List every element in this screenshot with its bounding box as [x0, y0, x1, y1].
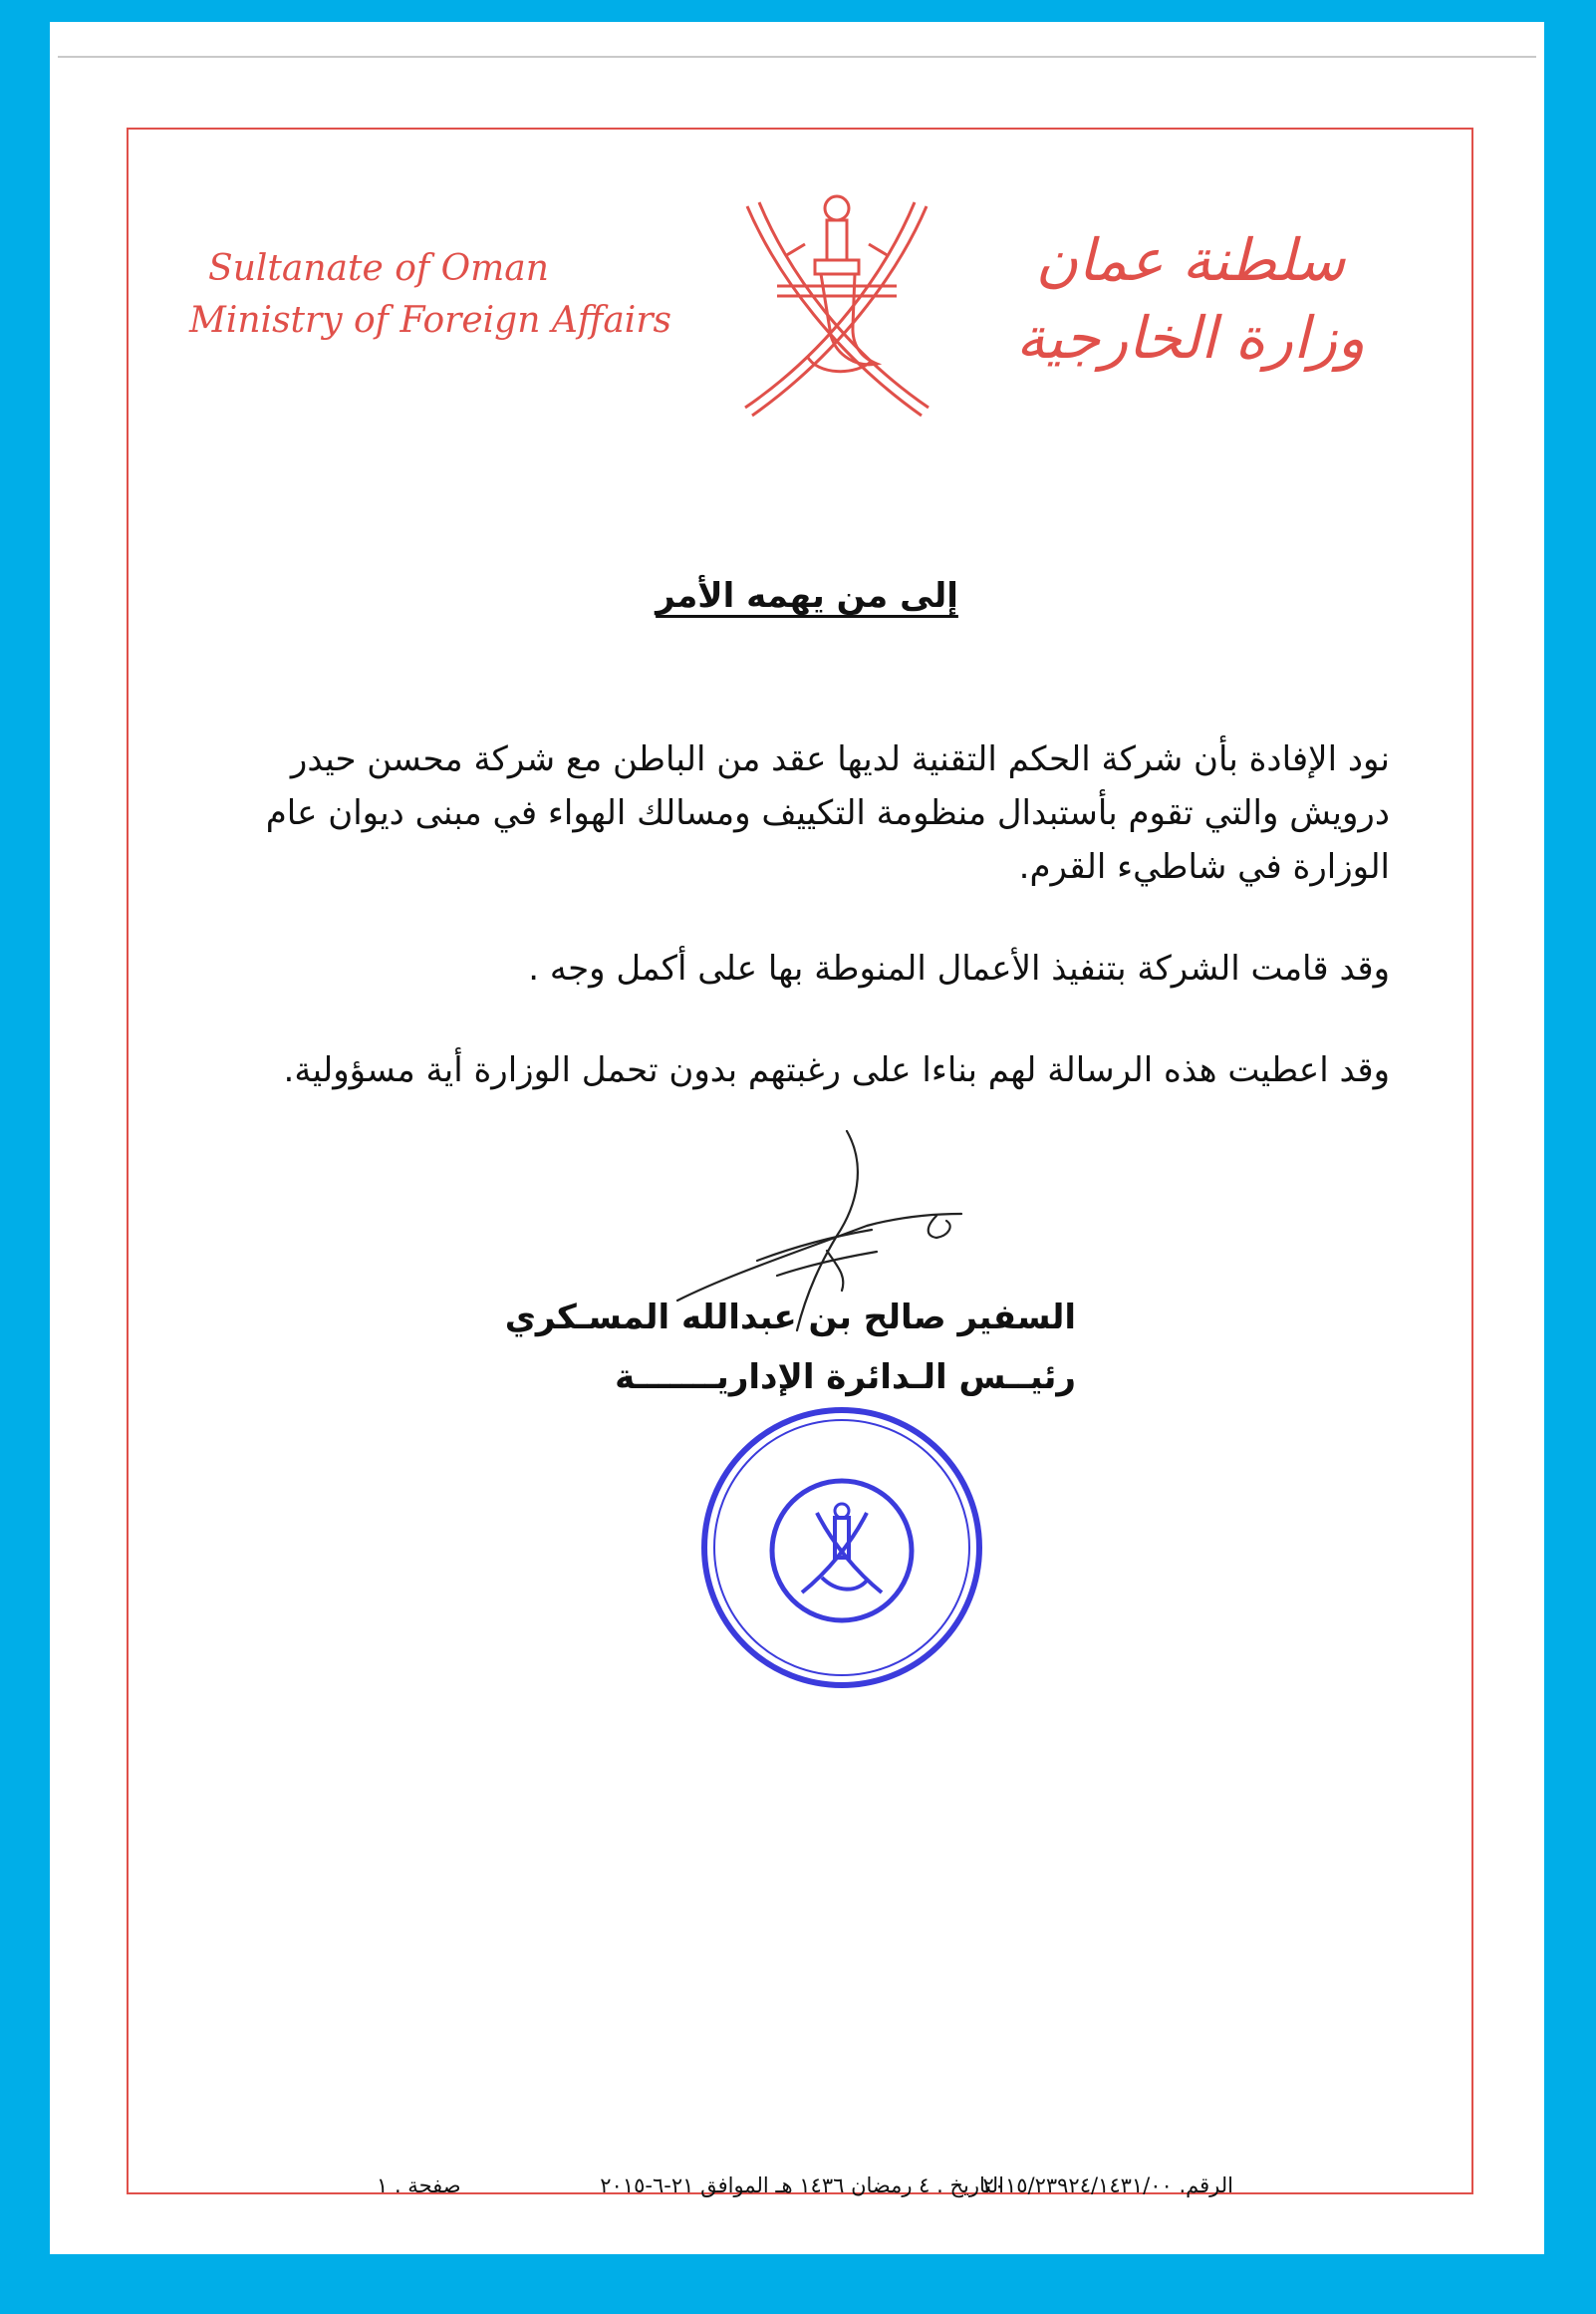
paragraph-1: نود الإفادة بأن شركة الحكم التقنية لديها عقد من الباطن مع شركة محسن حيدر درويش والتي تقوم بأستبدال منظومة التكييف ومسالك الهواء في مبنى ديوان عام الوزارة في شاطيء القرم.: [265, 739, 1390, 887]
official-stamp-icon: [697, 1403, 986, 1692]
page-number: صفحة . ١: [377, 2173, 461, 2197]
top-rule: [58, 56, 1536, 58]
arabic-ministry: وزارة الخارجية: [1015, 304, 1366, 372]
english-letterhead: [189, 243, 671, 347]
letter-body: [244, 732, 1390, 1145]
signatory-name: السفير صالح بن عبدالله المسـكري: [504, 1298, 1076, 1337]
signatory-block: [504, 1288, 1076, 1407]
arabic-country: سلطنة عمان: [1035, 226, 1346, 294]
footer: [377, 2170, 1233, 2200]
english-country: Sultanate of Oman: [208, 248, 549, 289]
paragraph-2: وقد قامت الشركة بتنفيذ الأعمال المنوطة بها على أكمل وجه .: [528, 949, 1390, 989]
signatory-position: رئيــس الـدائرة الإداريـــــــة: [615, 1357, 1076, 1397]
arabic-letterhead: [981, 221, 1400, 377]
paragraph-3: وقد اعطيت هذه الرسالة لهم بناءا على رغبتهم بدون تحمل الوزارة أية مسؤولية.: [283, 1050, 1390, 1090]
letter-date: التاريخ . ٤ رمضان ١٤٣٦ هـ الموافق ٢١-٦-٢٠١٥: [600, 2173, 1004, 2197]
letter-title: إلى من يهمه الأمر: [656, 576, 958, 616]
national-emblem-icon: [707, 186, 966, 445]
english-ministry: Ministry of Foreign Affairs: [189, 300, 671, 341]
reference-number: الرقم. ٢٠١٥/٢٣٩٢٤/١٤٣١/٠٠: [982, 2173, 1233, 2197]
